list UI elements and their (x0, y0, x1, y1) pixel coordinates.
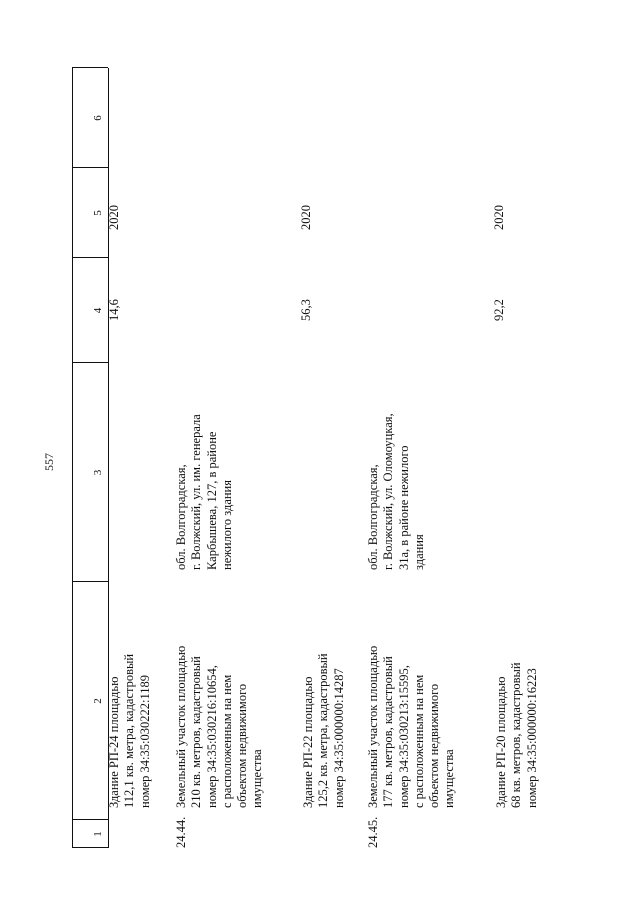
page-number: 557 (42, 453, 56, 471)
header-col-4: 4 (92, 307, 104, 314)
rotated-table (72, 68, 587, 848)
table-top-border (72, 68, 73, 848)
row-3-value: 56,3 (299, 299, 313, 321)
header-col-1: 1 (92, 831, 104, 837)
header-col-5: 5 (92, 210, 104, 216)
row-2-num: 24.44. (174, 816, 188, 848)
row-4-address: обл. Волгоградская, г. Волжский, ул. Оломоуцкая, 31а, в районе нежилого здания (366, 413, 426, 570)
row-1-value: 14,6 (107, 299, 121, 321)
row-3-name: Здание РП-22 площадью 125,2 кв. метра, кадастровый номер 34:35:000000:14287 (301, 653, 346, 808)
row-5-value: 92,2 (492, 299, 506, 321)
header-col-3: 3 (92, 469, 104, 476)
row-2-name: Земельный участок площадью 210 кв. метров, кадастровый номер 34:35:030216:10654, с расположенным на нем объектом недвижимого имущества (174, 645, 265, 808)
row-1-year: 2020 (107, 205, 121, 230)
row-4-num: 24.45. (366, 816, 380, 848)
header-col-6: 6 (92, 115, 104, 121)
row-5-name: Здание РП-20 площадью 68 кв. метров, кадастровый номер 34:35:000000:16223 (494, 662, 539, 808)
row-3-year: 2020 (299, 205, 313, 230)
row-2-address: обл. Волгоградская, г. Волжский, ул. им. генерала Карбышева, 127, в районе нежилого здания (174, 414, 234, 570)
row-4-name: Земельный участок площадью 177 кв. метров, кадастровый номер 34:35:030213:15595, с расположенным на нем объектом недвижимого имущества (366, 645, 457, 808)
row-5-year: 2020 (492, 205, 506, 230)
row-1-name: Здание РП-24 площадью 112,1 кв. метра, кадастровый номер 34:35:030222:1189 (107, 653, 152, 808)
header-col-2: 2 (92, 698, 104, 704)
